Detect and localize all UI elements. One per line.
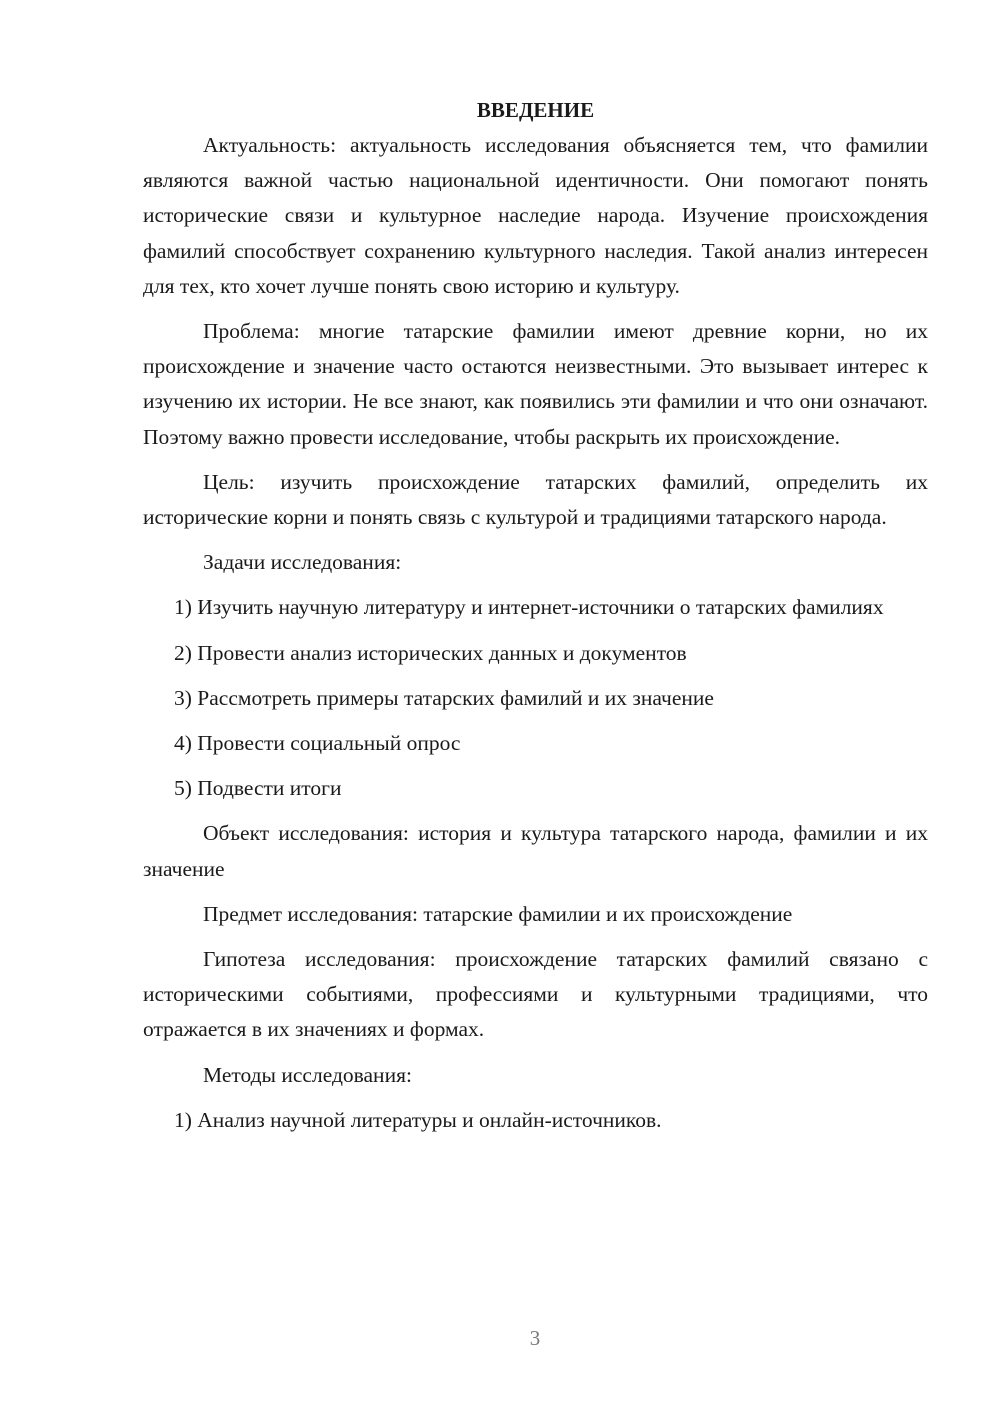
page-number: 3 — [529, 1326, 541, 1350]
task-item: 4) Провести социальный опрос — [174, 731, 461, 756]
document-page — [143, 92, 928, 1148]
section-title: ВВЕДЕНИЕ — [476, 98, 595, 122]
methods-heading: Методы исследования: — [203, 1062, 412, 1087]
task-item: 2) Провести анализ исторических данных и документов — [174, 640, 687, 665]
task-item: 5) Подвести итоги — [174, 776, 342, 801]
subject-paragraph: Предмет исследования: татарские фамилии и их происхождение — [203, 901, 793, 926]
method-item: 1) Анализ научной литературы и онлайн-источников. — [174, 1107, 662, 1132]
task-item: 3) Рассмотреть примеры татарских фамилий и их значение — [174, 685, 714, 710]
object-paragraph: Объект исследования: история и культура татарского народа, фамилии и их значение — [143, 821, 928, 881]
goal-paragraph: Цель: изучить происхождение татарских фамилий, определить их исторические корни и понять связь с культурой и традициями татарского народа. — [143, 469, 928, 530]
problem-paragraph: Проблема: многие татарские фамилии имеют древние корни, но их происхождение и значение часто остаются неизвестными. Это вызывает интерес к изучению их истории. Не все знают, как появились эти фамилии и что они означают. Поэтому важно провести исследование, чтобы раскрыть их происхождение. — [143, 319, 928, 449]
hypothesis-paragraph: Гипотеза исследования: происхождение татарских фамилий связано с историческими событиями, профессиями и культурными традициями, что отражается в их значениях и формах. — [143, 947, 928, 1042]
relevance-paragraph: Актуальность: актуальность исследования объясняется тем, что фамилии являются важной частью национальной идентичности. Они помогают понять исторические связи и культурное наследие народа. Изучение происхождения фамилий способствует сохранению культурного наследия. Такой анализ интересен для тех, кто хочет лучше понять свою историю и культуру. — [143, 133, 928, 298]
tasks-heading: Задачи исследования: — [203, 550, 402, 575]
task-item: 1) Изучить научную литературу и интернет-источники о татарских фамилиях — [174, 595, 884, 620]
